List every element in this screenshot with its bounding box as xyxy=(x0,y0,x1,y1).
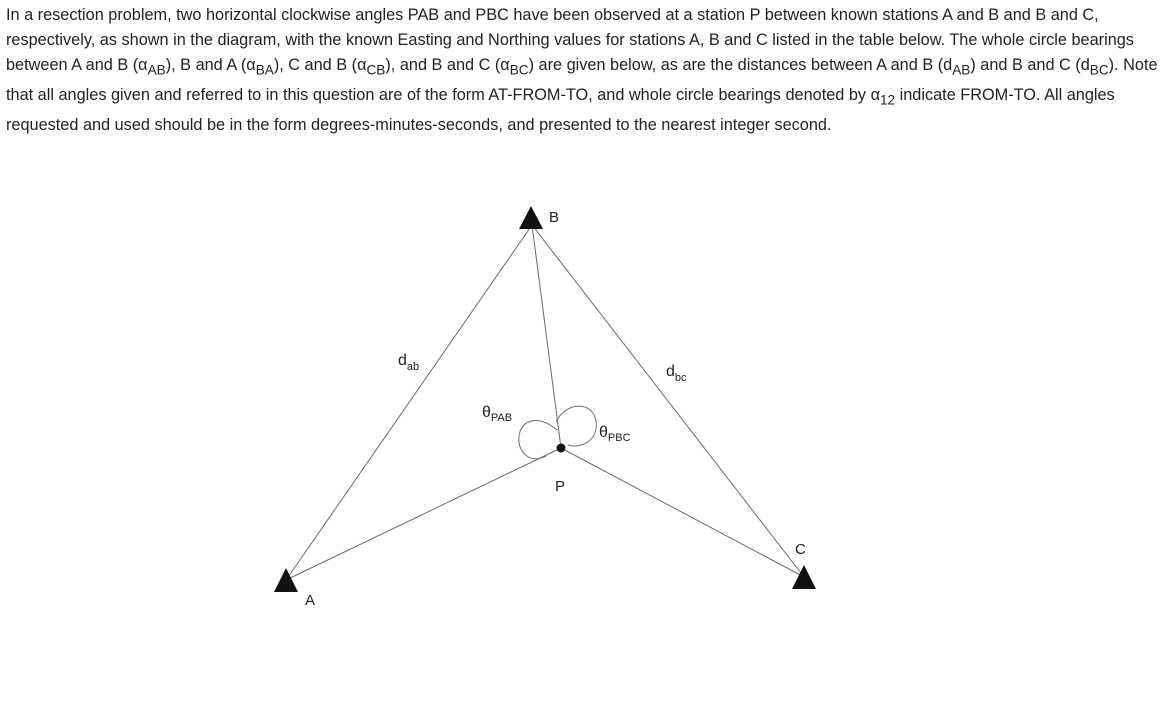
station-a-marker xyxy=(274,568,298,592)
line-a-p xyxy=(286,448,561,580)
angle-pbc-label: $\theta_{PBC}$ xyxy=(599,424,631,444)
station-b-marker xyxy=(519,206,543,229)
station-c-label: C xyxy=(795,541,806,558)
line-a-b xyxy=(286,225,532,580)
station-c-marker xyxy=(792,565,816,589)
station-a-label: A xyxy=(305,592,316,609)
line-b-c xyxy=(532,225,804,577)
question-text: In a resection problem, two horizontal clockwise angles PAB and PBC have been observed at a station P between known stations A and B and B and C, respectively, as shown in the diagram, with the known Easting and Northing values for stations A, B and C listed in the table below. The whole circle bearings between A and B $(\alpha_{AB})$, B and A $(\alpha_{BA})$, C and B $(\alpha_{CB})$, and B and C $(\alpha_{BC})$ are given below, as are the distances between A and B $(d_{AB})$ and B and C $(d_{BC})$. Note that all angles given and referred to in this question are of the form AT-FROM-TO, and whole circle bearings denoted by $\alpha_{12}$ indicate FROM-TO. All angles requested and used should be in the form degrees-minutes-seconds, and presented to the nearest integer second. xyxy=(6,6,1158,134)
distance-ab-label: $d_{ab}$ xyxy=(398,352,420,373)
station-b-label: B xyxy=(549,209,560,226)
line-b-p xyxy=(532,225,561,448)
station-p-point xyxy=(557,444,566,453)
station-p-label: P xyxy=(555,478,566,495)
angle-arc-pbc xyxy=(556,406,596,446)
line-c-p xyxy=(561,448,804,577)
distance-bc-label: $d_{bc}$ xyxy=(666,363,687,384)
angle-pab-label: $\theta_{PAB}$ xyxy=(482,404,513,424)
